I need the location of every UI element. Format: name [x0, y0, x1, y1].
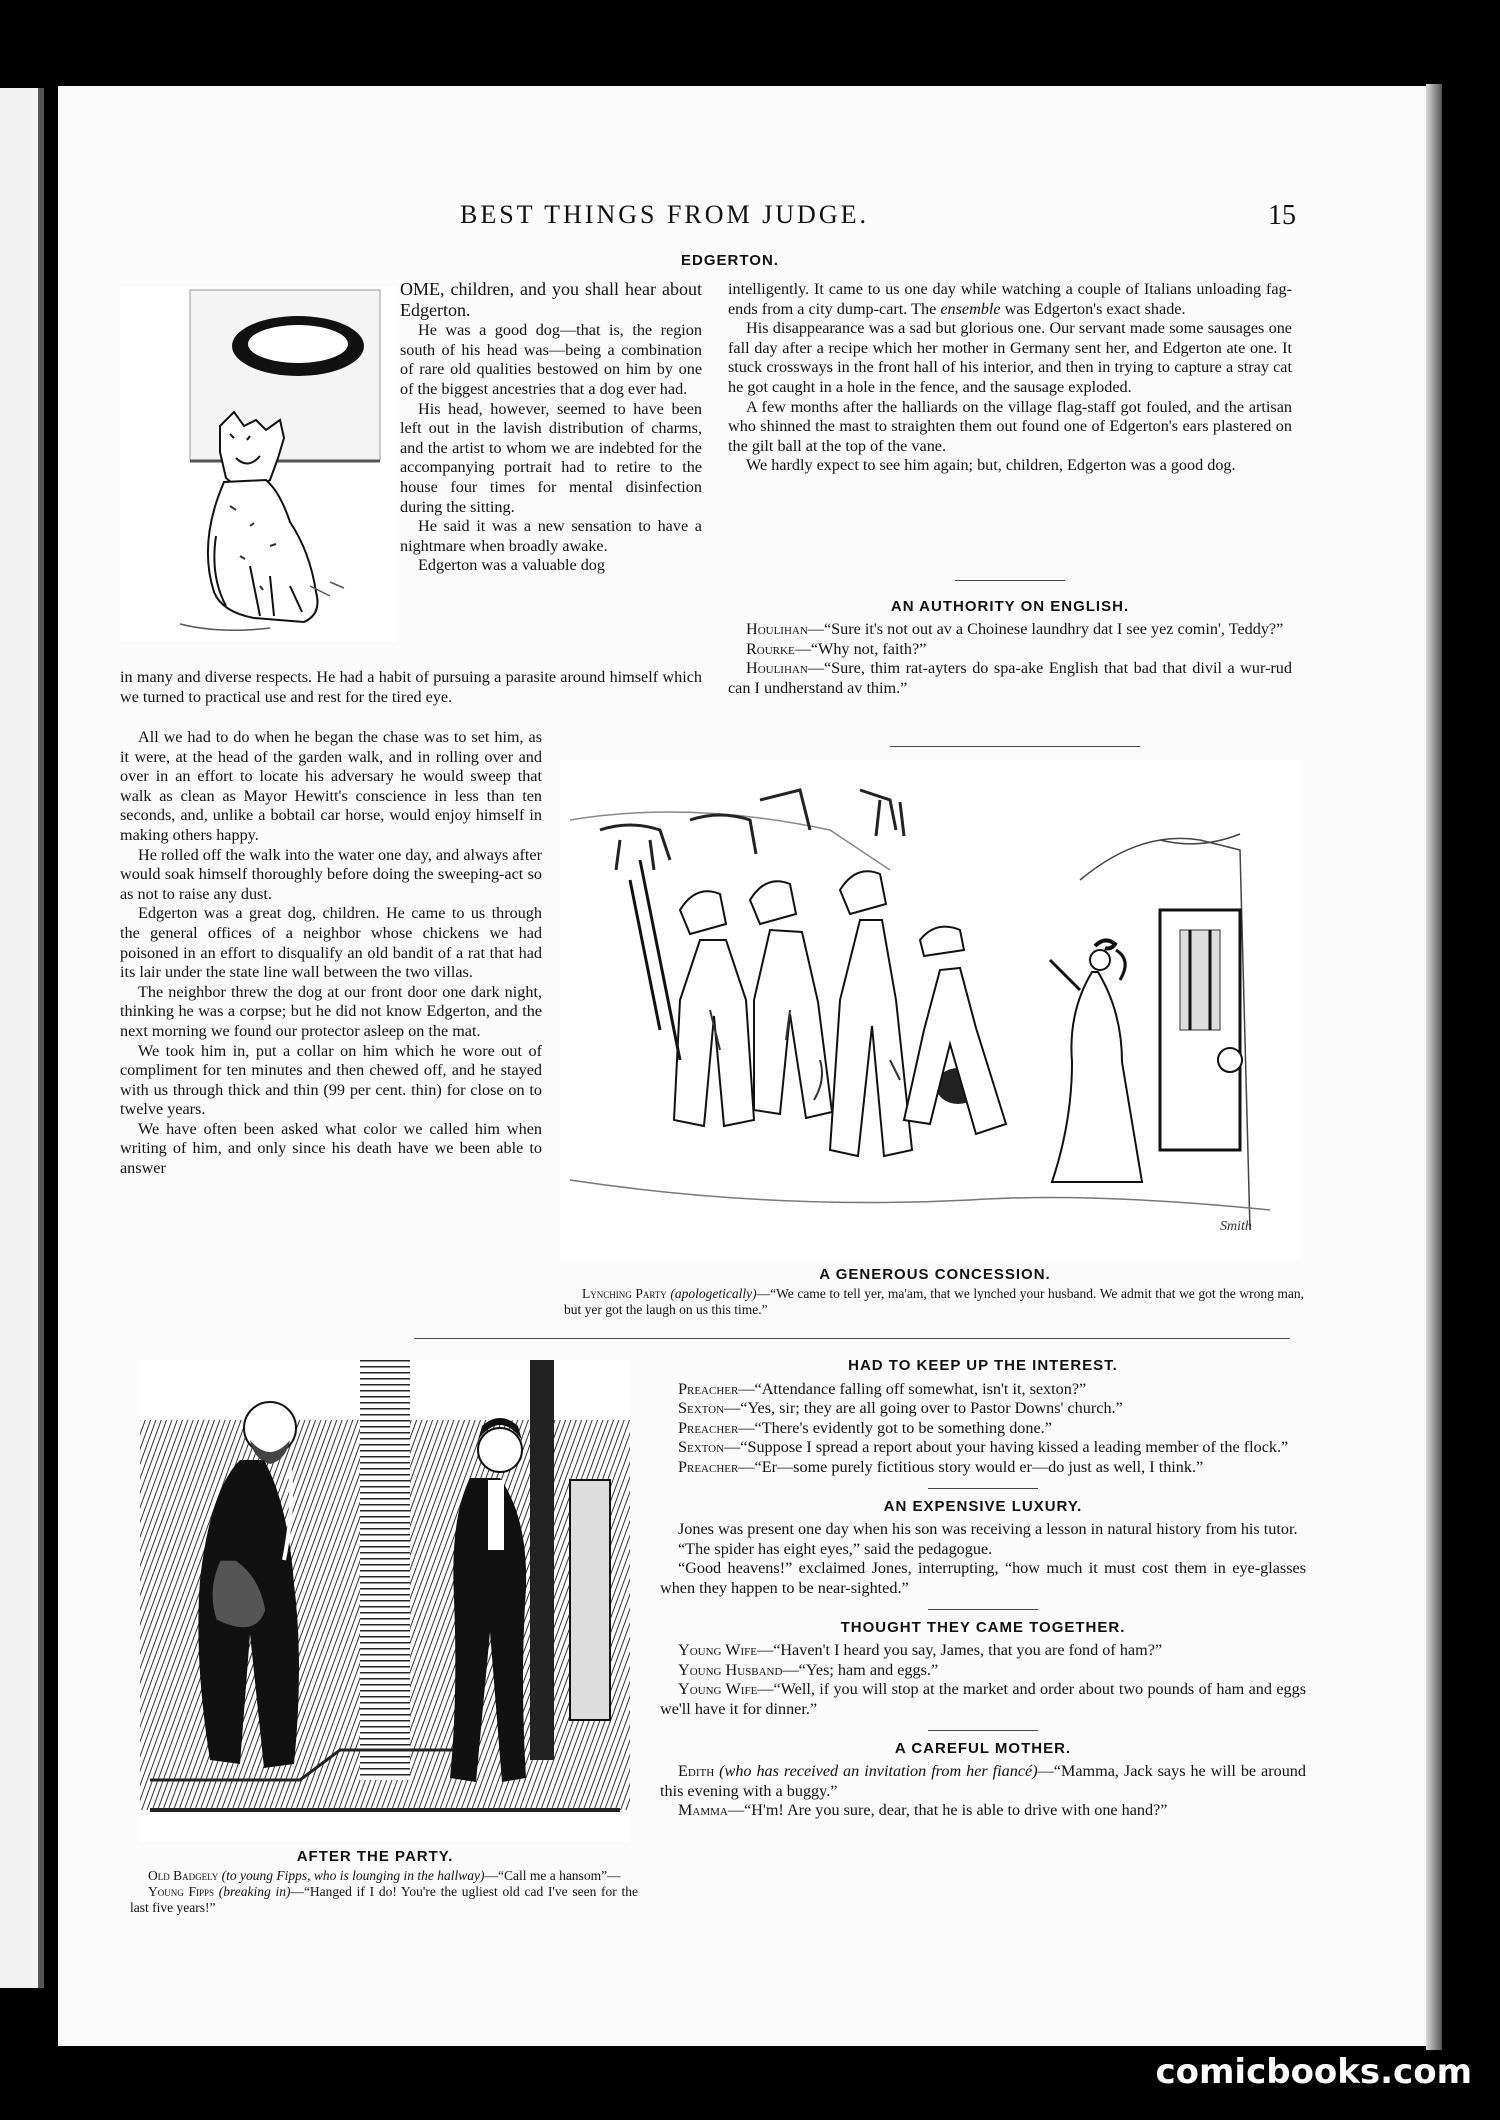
concession-title: A GENEROUS CONCESSION. [819, 1266, 1051, 1283]
speaker-name: Rourke [746, 639, 795, 658]
speaker-name: Young Husband [678, 1660, 783, 1679]
section-rule [928, 1609, 1038, 1610]
authority-body [728, 620, 1292, 698]
facing-page-edge [0, 88, 38, 1988]
dialogue-text: —“There's evidently got to be something done.” [738, 1418, 1052, 1437]
edgerton-paragraph: in many and diverse respects. He had a habit of pursuing a parasite around himself which we turned to practical use and rest for the tired eye. [120, 668, 702, 706]
dialogue-text: —“Sure it's not out av a Choinese laundhry dat I see yez comin', Teddy?” [807, 620, 1284, 638]
dog-illustration [120, 286, 396, 642]
stage-direction: (who has received an invitation from her fiancé) [719, 1762, 1038, 1781]
luxury-paragraph: Jones was present one day when his son was receiving a lesson in natural history from his tutor. [678, 1520, 1298, 1539]
dialogue-text: —“Attendance falling off somewhat, isn't it, sexton?” [738, 1379, 1087, 1398]
edgerton-paragraph: Edgerton was a valuable dog [418, 556, 605, 575]
stage-direction: (breaking in) [218, 1884, 291, 1899]
edgerton-paragraph: Edgerton was a great dog, children. He came to us through the general offices of a neighbor whose chickens we had poisoned in an effort to disqualify an old bandit of a rat that had its lair under the state line wall between the two villas. [120, 904, 542, 982]
speaker-name: Preacher [678, 1418, 739, 1437]
facing-page-shadow [38, 88, 44, 1988]
speaker-name: Young Wife [678, 1680, 758, 1699]
dialogue-text: —“Mamma, Jack says he will be around this evening with a buggy.” [660, 1762, 1306, 1800]
page-divider [414, 1338, 1290, 1339]
luxury-title: AN EXPENSIVE LUXURY. [883, 1497, 1083, 1515]
speaker-name: Lynching Party [582, 1286, 667, 1301]
edgerton-paragraph: He rolled off the walk into the water one day, and always after would soak himself thoroughly before doing the sweeping-act so as not to raise any dust. [120, 845, 542, 903]
lynching-party-illustration [560, 760, 1300, 1260]
section-rule [928, 1488, 1038, 1489]
drop-cap-continuation: OME, children, and you shall hear about Edgerton. [400, 279, 702, 320]
edgerton-beside-dog [400, 280, 702, 576]
authority-title: AN AUTHORITY ON ENGLISH. [890, 598, 1130, 615]
edgerton-paragraph: The neighbor threw the dog at our front door one dark night, thinking he was a corpse; but he did not know Edgerton, and the next morning we found our protector asleep on the mat. [120, 982, 542, 1040]
edgerton-paragraph: His disappearance was a sad but glorious one. Our servant made some sausages one fall day after a recipe which her mother in Germany sent her, and Edgerton ate one. It stuck crossways in the front hall of his interior, and then in trying to capture a stray cat he got caught in a hole in the fence, and the sausage exploded. [728, 319, 1292, 396]
edgerton-paragraph: All we had to do when he began the chase was to set him, as it were, at the head of the garden walk, and in rolling over and over in an effort to locate his adversary he would sweep that walk as clean as Mayor Hewitt's conscience in less than ten seconds, and, unlike a bobtail car horse, would enjoy himself in making others happy. [120, 728, 542, 844]
speaker-name: Edith [678, 1762, 715, 1781]
edgerton-paragraph: A few months after the halliards on the village flag-staff got fouled, and the artisan who shinned the mast to straighten them out found one of Edgerton's ears plastered on the gilt ball at the top of the vane. [728, 397, 1292, 455]
dialogue-text: —“Yes; ham and eggs.” [782, 1660, 939, 1679]
speaker-name: Sexton [678, 1399, 725, 1418]
edgerton-wide-line [120, 668, 702, 707]
party-caption [130, 1868, 638, 1916]
edgerton-right-column [728, 280, 1292, 476]
speaker-name: Young Wife [678, 1641, 757, 1660]
edgerton-title: EDGERTON. [681, 252, 779, 269]
speaker-name: Old Badgely [148, 1868, 219, 1883]
edgerton-paragraph: He was a good dog—that is, the region south of his head was—being a combination of rare old qualities bestowed on him by one of the biggest ancestries that a dog ever had. [400, 321, 702, 398]
ensemble-word: ensemble [940, 299, 1001, 318]
speaker-name: Young Fipps [148, 1884, 214, 1899]
continuation-text: intelligently. It came to us one day while watching a couple of Italians unloading fag-ends from a city dump-cart. The [728, 280, 1292, 318]
luxury-paragraph: “Good heavens!” exclaimed Jones, interrupting, “how much it must cost them in eye-glasses when they happen to be near-sighted.” [660, 1559, 1306, 1597]
artist-signature: Smith [1220, 1219, 1252, 1234]
dialogue-text: —“Hanged if I do! You're the ugliest old cad I've seen for the last five years!” [130, 1884, 638, 1915]
edgerton-paragraph: His head, however, seemed to have been left out in the lavish distribution of charms, and the artist to whom we are indebted for the accompanying portrait had to retire to the house four times for mental disinfection during the sitting. [400, 399, 702, 516]
dialogue-text: —“H'm! Are you sure, dear, that he is able to drive with one hand?” [727, 1801, 1168, 1820]
dialogue-text: —“Sure, thim rat-ayters do spa-ake English that bad that divil a wur-rud can I undherstand av thim.” [728, 659, 1292, 697]
dialogue-text: —“Yes, sir; they are all going over to Pastor Downs' church.” [724, 1399, 1123, 1418]
dialogue-text: —“Call me a hansom”— [484, 1868, 621, 1883]
speaker-name: Sexton [678, 1438, 725, 1457]
right-bottom-column [660, 1356, 1306, 1821]
speaker-name: Mamma [678, 1801, 728, 1820]
edgerton-paragraph: We hardly expect to see him again; but, children, Edgerton was a good dog. [746, 456, 1236, 475]
speaker-name: Houlihan [746, 659, 808, 678]
section-rule [890, 746, 1140, 747]
speaker-name: Houlihan [746, 620, 808, 638]
edgerton-paragraph: We took him in, put a collar on him which he wore out of compliment for ten minutes and then chewed off, and he stayed with us through thick and thin (99 per cent. thin) for close on to twelve years. [120, 1041, 542, 1119]
luxury-paragraph: “The spider has eight eyes,” said the pedagogue. [678, 1539, 993, 1558]
interest-title: HAD TO KEEP UP THE INTEREST. [848, 1357, 1118, 1374]
concession-caption [564, 1286, 1304, 1318]
party-title: AFTER THE PARTY. [296, 1848, 454, 1865]
speaker-name: Preacher [678, 1379, 739, 1398]
page-stack-edge [1426, 84, 1442, 2050]
edgerton-left-column [120, 728, 542, 1179]
mother-title: A CAREFUL MOTHER. [894, 1739, 1072, 1757]
together-title: THOUGHT THEY CAME TOGETHER. [840, 1618, 1126, 1636]
edgerton-paragraph: He said it was a new sensation to have a nightmare when broadly awake. [400, 517, 702, 555]
speaker-name: Preacher [678, 1457, 739, 1476]
dialogue-text: —“Er—some purely fictitious story would er—do just as well, I think.” [738, 1457, 1204, 1476]
dialogue-text: —“Haven't I heard you say, James, that you are fond of ham?” [757, 1641, 1163, 1660]
dialogue-text: —“Suppose I spread a report about your having kissed a leading member of the flock.” [724, 1438, 1289, 1457]
dialogue-text: —“Well, if you will stop at the market and order about two pounds of ham and eggs we'll have it for dinner.” [660, 1680, 1306, 1718]
site-watermark: comicbooks.com [1155, 2052, 1472, 2092]
page-number: 15 [1268, 200, 1296, 231]
after-party-illustration [140, 1360, 630, 1842]
stage-direction: (to young Fipps, who is lounging in the hallway) [221, 1868, 485, 1883]
continuation-end: was Edgerton's exact shade. [1004, 299, 1186, 318]
edgerton-paragraph: We have often been asked what color we called him when writing of him, and only since his death have we been able to answer [120, 1119, 542, 1178]
dialogue-text: —“We came to tell yer, ma'am, that we lynched your husband. We admit that we got the wrong man, but yer got the laugh on us this time.” [564, 1286, 1305, 1317]
stage-direction: (apologetically) [670, 1286, 757, 1301]
section-rule [955, 580, 1065, 581]
dialogue-text: —“Why not, faith?” [794, 639, 927, 658]
running-header: BEST THINGS FROM JUDGE. [460, 200, 869, 229]
section-rule [928, 1730, 1038, 1731]
